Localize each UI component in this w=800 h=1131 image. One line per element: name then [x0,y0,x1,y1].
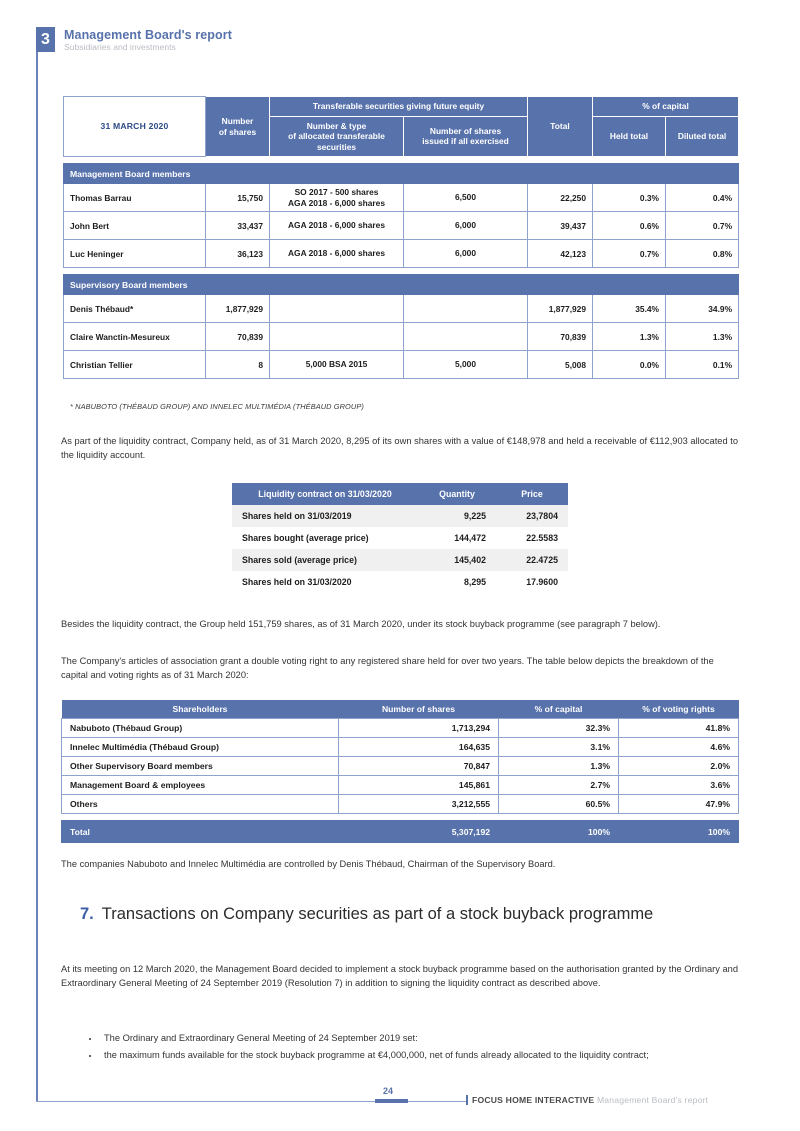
liquidity-row-price: 17.9600 [496,571,568,593]
page-title: Management Board's report [64,28,233,42]
liquidity-row-price: 22.4725 [496,549,568,571]
member-name: Denis Thébaud* [64,295,206,323]
shareholder-name: Nabuboto (Thébaud Group) [62,719,339,738]
member-issued: 6,500 [404,184,528,212]
table-row [232,527,568,549]
liquidity-row-quantity: 8,295 [418,571,496,593]
footer-page-marker [375,1099,408,1103]
table-row [62,757,739,776]
table-row [64,212,739,240]
col-group-capital: % of capital [593,97,739,117]
col-number-of-shares: Number of shares [339,700,499,719]
member-shares: 8 [206,351,270,379]
member-shares: 70,839 [206,323,270,351]
member-held: 0.6% [593,212,666,240]
liquidity-col-label: Liquidity contract on 31/03/2020 [232,483,418,505]
member-allocated [270,295,404,323]
list-item: • the maximum funds available for the stock buyback programme at €4,000,000, net of funds already allocated to the liquidity contract; [100,1049,738,1063]
table-row [64,184,739,212]
member-diluted: 0.1% [666,351,739,379]
shareholder-name: Other Supervisory Board members [62,757,339,776]
member-shares: 1,877,929 [206,295,270,323]
liquidity-row-price: 22.5583 [496,527,568,549]
member-name: Claire Wanctin-Mesureux [64,323,206,351]
col-diluted-total: Diluted total [666,116,739,157]
member-shares: 36,123 [206,240,270,268]
page-footer [0,1086,800,1131]
member-allocated [270,323,404,351]
table-row [232,505,568,527]
member-held: 0.0% [593,351,666,379]
liquidity-row-quantity: 145,402 [418,549,496,571]
shareholder-shares: 70,847 [339,757,499,776]
member-issued: 5,000 [404,351,528,379]
table-spacer-row [64,268,739,275]
paragraph-liquidity: As part of the liquidity contract, Company held, as of 31 March 2020, 8,295 of its own shares with a value of €148,978 and held a receivable of €112,903 allocated to the liquidity account. [61,436,738,460]
member-allocated: 5,000 BSA 2015 [270,351,404,379]
member-diluted: 0.7% [666,212,739,240]
col-issued-line2: issued if all exercised [422,136,509,147]
member-shares: 33,437 [206,212,270,240]
shareholder-capital: 3.1% [499,738,619,757]
list-item: • The Ordinary and Extraordinary General Meeting of 24 September 2019 set: [100,1032,738,1046]
col-percent-capital: % of capital [499,700,619,719]
liquidity-row-price: 23,7804 [496,505,568,527]
table-row [64,323,739,351]
shareholder-voting: 4.6% [619,738,739,757]
section-number: 7. [80,905,94,923]
member-name: Luc Heninger [64,240,206,268]
total-capital: 100% [499,821,619,843]
board-table-footnote: * NABUBOTO (THÉBAUD GROUP) AND INNELEC MULTIMÉDIA (THÉBAUD GROUP) [70,402,364,411]
bullet-list [86,1032,738,1063]
member-issued [404,295,528,323]
liquidity-row-label: Shares held on 31/03/2020 [232,571,418,593]
col-allocated-securities [270,116,404,157]
shareholder-shares: 145,861 [339,776,499,795]
member-issued [404,323,528,351]
paragraph-besides: Besides the liquidity contract, the Group held 151,759 shares, as of 31 March 2020, under its stock buyback programme (see paragraph 7 below). [61,619,661,629]
member-total: 39,437 [528,212,593,240]
shareholder-voting: 2.0% [619,757,739,776]
table-row [232,571,568,593]
member-total: 5,008 [528,351,593,379]
shareholder-shares: 3,212,555 [339,795,499,814]
col-issued-if-exercised [404,116,528,157]
shareholder-voting: 47.9% [619,795,739,814]
member-diluted: 34.9% [666,295,739,323]
table-row [62,719,739,738]
table-spacer-row [64,157,739,164]
shareholder-voting: 41.8% [619,719,739,738]
shareholders-table-head [62,700,739,719]
paragraph-articles: The Company's articles of association grant a double voting right to any registered share held for over two years. The table below depicts the breakdown of the capital and voting rights as of 31 March 2020: [61,656,714,680]
liquidity-table-head [232,483,568,505]
member-diluted: 1.3% [666,323,739,351]
member-total: 1,877,929 [528,295,593,323]
member-allocated [270,184,404,212]
shareholder-capital: 60.5% [499,795,619,814]
member-issued: 6,000 [404,212,528,240]
board-members-table [63,96,738,379]
shareholder-capital: 2.7% [499,776,619,795]
col-allocated-line1: Number & type [306,120,367,131]
footer-page-number: 24 [383,1086,394,1096]
shareholders-table-body [62,719,739,843]
header-texts [64,27,232,53]
col-group-transferable: Transferable securities giving future equity [270,97,528,117]
paragraph-companies: The companies Nabuboto and Innelec Multimédia are controlled by Denis Thébaud, Chairman of the Supervisory Board. [61,859,556,869]
section-title: Transactions on Company securities as part of a stock buyback programme [101,905,654,923]
col-issued-line1: Number of shares [429,125,502,136]
paragraph-meeting: At its meeting on 12 March 2020, the Management Board decided to implement a stock buyback programme based on the authorisation granted by the Ordinary and Extraordinary General Meeting of 24 September 2019 (Resolution 7) in addition to signing the liquidity contract as described above. [61,964,739,988]
liquidity-row-quantity: 9,225 [418,505,496,527]
chapter-number-badge: 3 [36,27,55,52]
member-diluted: 0.8% [666,240,739,268]
col-number-of-shares-line1: Number [221,116,254,126]
section-header-supervisory-label: Supervisory Board members [64,275,739,295]
member-total: 42,123 [528,240,593,268]
table-row [64,240,739,268]
member-held: 1.3% [593,323,666,351]
shareholder-name: Management Board & employees [62,776,339,795]
table-row [62,738,739,757]
col-allocated-line3: securities [316,141,357,152]
shareholder-name: Innelec Multimédia (Thébaud Group) [62,738,339,757]
liquidity-row-label: Shares sold (average price) [232,549,418,571]
member-allocated: AGA 2018 - 6,000 shares [270,212,404,240]
total-shares: 5,307,192 [339,821,499,843]
liquidity-row-label: Shares bought (average price) [232,527,418,549]
total-label: Total [62,821,339,843]
shareholder-shares: 164,635 [339,738,499,757]
member-allocated-line1: SO 2017 - 500 shares [294,187,379,197]
member-held: 0.3% [593,184,666,212]
shareholders-table [61,700,738,843]
col-percent-voting: % of voting rights [619,700,739,719]
col-total: Total [528,97,593,157]
footer-section: Management Board's report [596,1095,709,1105]
table-row [232,549,568,571]
footer-text [472,1095,708,1105]
page-subtitle: Subsidiaries and investments [64,42,176,53]
col-shareholders: Shareholders [62,700,339,719]
member-held: 0.7% [593,240,666,268]
section-header-management-label: Management Board members [64,164,739,184]
liquidity-row-quantity: 144,472 [418,527,496,549]
section-header-management [64,164,739,184]
member-held: 35.4% [593,295,666,323]
liquidity-col-price: Price [496,483,568,505]
table-row [62,795,739,814]
section-7-heading [80,904,720,925]
member-total: 22,250 [528,184,593,212]
page-header [36,27,232,53]
board-table-body [64,157,739,379]
col-number-of-shares-line2: of shares [218,126,257,137]
shareholder-capital: 1.3% [499,757,619,776]
section-header-supervisory [64,275,739,295]
shareholder-shares: 1,713,294 [339,719,499,738]
table-row [62,776,739,795]
col-allocated-line2: of allocated transferable [288,131,385,141]
footer-brand: FOCUS HOME INTERACTIVE [472,1095,595,1105]
total-voting: 100% [619,821,739,843]
liquidity-col-quantity: Quantity [418,483,496,505]
member-allocated: AGA 2018 - 6,000 shares [270,240,404,268]
member-total: 70,839 [528,323,593,351]
member-name: John Bert [64,212,206,240]
col-held-total: Held total [593,116,666,157]
member-issued: 6,000 [404,240,528,268]
shareholders-total-row [62,821,739,843]
board-table-head [64,97,739,157]
table-row [64,295,739,323]
member-allocated-line2: AGA 2018 - 6,000 shares [288,197,385,208]
shareholder-voting: 3.6% [619,776,739,795]
table-spacer-row [62,814,739,821]
member-diluted: 0.4% [666,184,739,212]
board-table-corner-label: 31 MARCH 2020 [64,97,206,157]
table-row [64,351,739,379]
liquidity-row-label: Shares held on 31/03/2019 [232,505,418,527]
liquidity-contract-table [232,483,568,593]
liquidity-table-body [232,505,568,593]
col-number-of-shares [206,97,270,157]
member-name: Christian Tellier [64,351,206,379]
page-left-rail [36,27,38,1101]
bullet-list-container [86,1032,738,1066]
shareholder-name: Others [62,795,339,814]
shareholder-capital: 32.3% [499,719,619,738]
member-name: Thomas Barrau [64,184,206,212]
member-shares: 15,750 [206,184,270,212]
footer-tick-mark [466,1095,468,1105]
